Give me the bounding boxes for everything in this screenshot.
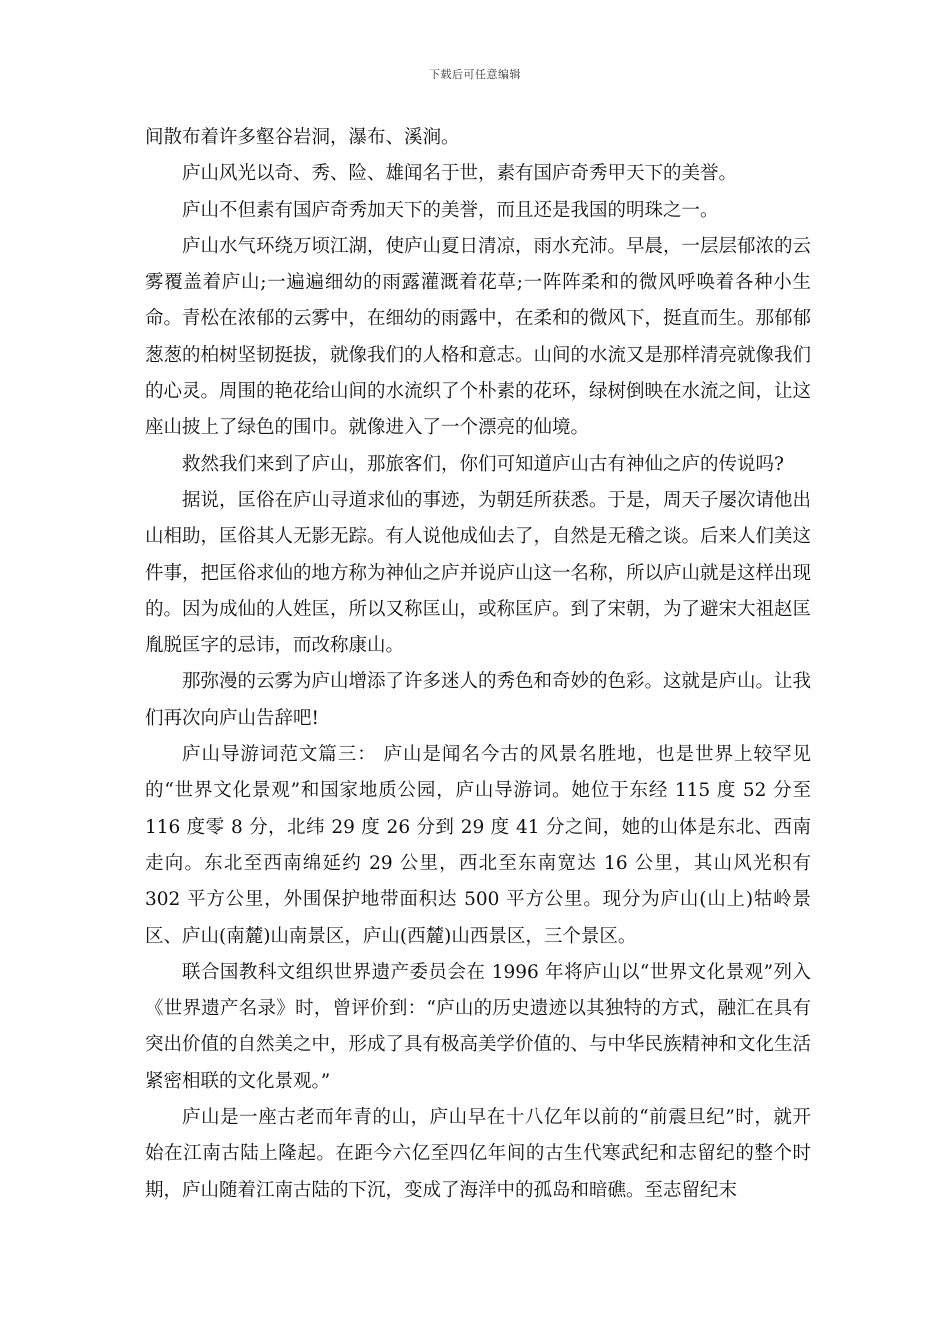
page-header: 下载后可任意编辑: [429, 68, 521, 81]
paragraph: 联合国教科文组织世界遗产委员会在 1996 年将庐山以“世界文化景观”列入《世界遗产名录》时，曾评价到：“庐山的历史遗迹以其独特的方式，融汇在具有突出价值的自然美之中，形成了具有极高美学价值的、与中华民族精神和文化生活紧密相联的文化景观。”: [145, 961, 812, 1092]
paragraph-continuation: 间散布着许多壑谷岩洞，瀑布、溪涧。: [145, 127, 460, 148]
paragraph: 那弥漫的云雾为庐山增添了许多迷人的秀色和奇妙的色彩。这就是庐山。让我们再次向庐山告辞吧!: [145, 671, 812, 729]
paragraph: 庐山是一座古老而年青的山，庐山早在十八亿年以前的“前震旦纪”时，就开始在江南古陆上隆起。在距今六亿至四亿年间的古生代寒武纪和志留纪的整个时期，庐山随着江南古陆的下沉，变成了海洋中的孤岛和暗礁。至志留纪末: [145, 1107, 811, 1201]
paragraph: 据说，匡俗在庐山寻道求仙的事迹，为朝廷所获悉。于是，周天子屡次请他出山相助，匡俗其人无影无踪。有人说他成仙去了，自然是无稽之谈。后来人们美这件事，把匡俗求仙的地方称为神仙之庐并说庐山这一名称，所以庐山就是这样出现的。因为成仙的人姓匡，所以又称匡山，或称匡庐。到了宋朝，为了避宋大祖赵匡胤脱匡字的忌讳，而改称康山。: [145, 489, 812, 657]
paragraph: 庐山水气环绕万顷江湖，使庐山夏日清凉，雨水充沛。早晨，一层层郁浓的云雾覆盖着庐山;一遍遍细幼的雨露灌溉着花草;一阵阵柔和的微风呼唤着各种小生命。青松在浓郁的云雾中，在细幼的雨露中，在柔和的微风下，挺直而生。那郁郁葱葱的柏树坚韧挺拔，就像我们的人格和意志。山间的水流又是那样清亮就像我们的心灵。周围的艳花给山间的水流织了个朴素的花环，绿树倒映在水流之间，让这座山披上了绿色的围巾。就像进入了一个漂亮的仙境。: [145, 235, 812, 439]
paragraph: 救然我们来到了庐山，那旅客们，你们可知道庐山古有神仙之庐的传说吗?: [182, 453, 784, 475]
paragraph: 庐山风光以奇、秀、险、雄闻名于世，素有国庐奇秀甲天下的美誉。: [182, 163, 738, 185]
document-body: [145, 120, 811, 1209]
paragraph: 庐山不但素有国庐奇秀加天下的美誉，而且还是我国的明珠之一。: [182, 199, 719, 221]
paragraph: 庐山导游词范文篇三： 庐山是闻名今古的风景名胜地，也是世界上较罕见的“世界文化景观”和国家地质公园，庐山导游词。她位于东经 115 度 52 分至 116 度零 8 分，北纬 29 度 26 分到 29 度 41 分之间，她的山体是东北、西南走向。东北至西南绵延约 29 公里，西北至东南宽达 16 公里，其山风光积有 302 平方公里，外围保护地带面积达 500 平方公里。现分为庐山(山上)牯岭景区、庐山(南麓)山南景区，庐山(西麓)山西景区，三个景区。: [145, 744, 811, 947]
